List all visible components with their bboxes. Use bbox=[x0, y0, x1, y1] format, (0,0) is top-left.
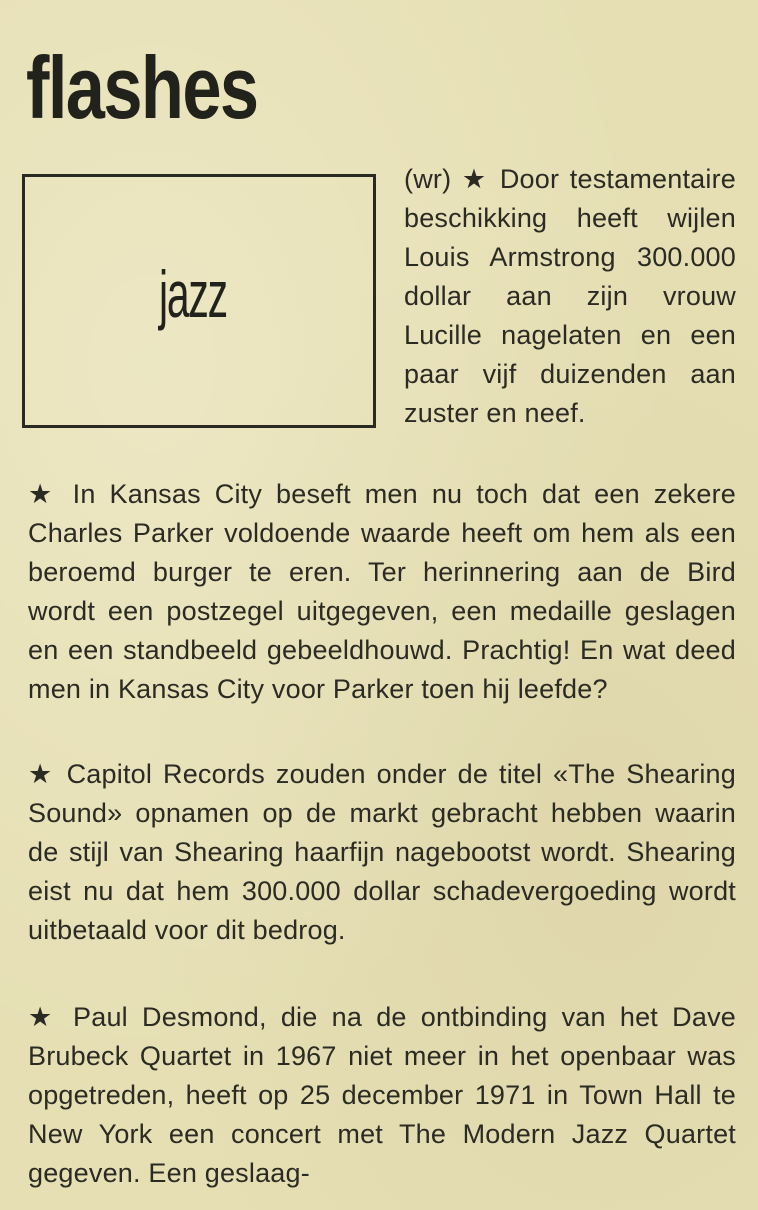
paragraph-parker: ★ In Kansas City beseft men nu toch dat een zekere Charles Parker voldoende waarde heeft om hem als een beroemd burger te eren. Ter herinnering aan de Bird wordt een postzegel uitgegeven, een medaille geslagen en een standbeeld gebeeldhouwd. Prachtig! En wat deed men in Kansas City voor Parker toen hij leefde? bbox=[28, 479, 736, 704]
paragraph-shearing: ★ Capitol Records zouden onder de titel «The Shearing Sound» opnamen op de markt gebracht hebben waarin de stijl van Shearing haarfijn nagebootst wordt. Shearing eist nu dat hem 300.000 dollar schadevergoeding wordt uitbetaald voor dit bedrog. bbox=[28, 759, 736, 945]
article-body-block-1 bbox=[28, 475, 736, 709]
section-logo: jazz bbox=[159, 257, 227, 331]
article-body-block-2 bbox=[28, 755, 736, 950]
section-logo-box bbox=[22, 174, 376, 428]
headline: flashes bbox=[26, 38, 258, 137]
paragraph-desmond: ★ Paul Desmond, die na de ontbinding van het Dave Brubeck Quartet in 1967 niet meer in het openbaar was opgetreden, heeft op 25 december 1971 in Town Hall te New York een concert met The Modern Jazz Quartet gegeven. Een geslaag- bbox=[28, 1002, 736, 1188]
paragraph-armstrong: (wr) ★ Door testamentaire beschikking heeft wijlen Louis Armstrong 300.000 dollar aan zijn vrouw Lucille nagelaten en een paar vijf duizenden aan zuster en neef. bbox=[404, 164, 736, 428]
article-body-block-3 bbox=[28, 998, 736, 1193]
article-intro-column bbox=[404, 160, 736, 433]
